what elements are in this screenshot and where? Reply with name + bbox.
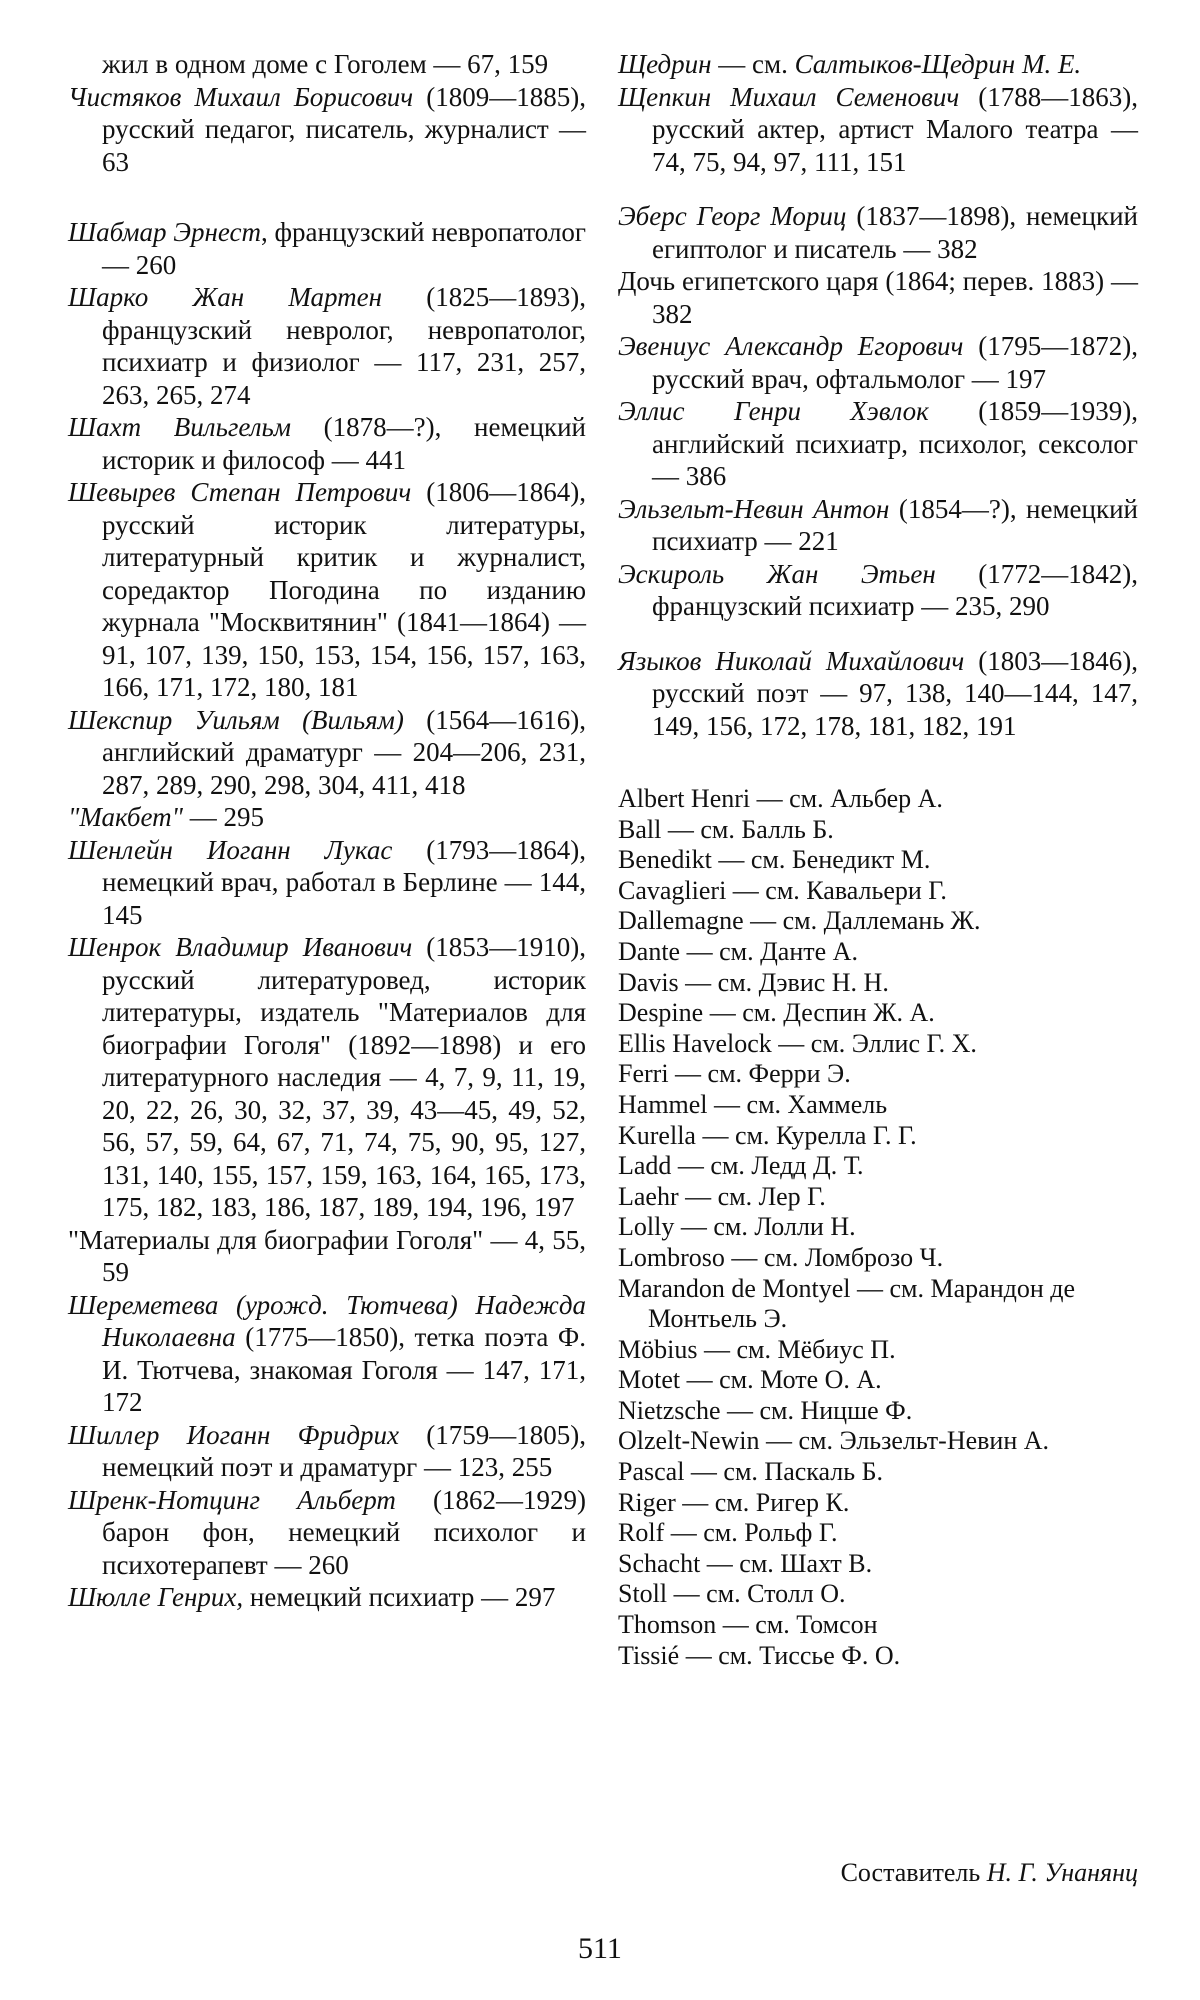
latin-index-entry: Riger — см. Ригер К. bbox=[618, 1487, 850, 1517]
entry-text: (1878—?), немецкий историк и философ — 441 bbox=[102, 412, 586, 475]
entry-text: Дочь египетского царя (1864; перев. 1883) — 382 bbox=[618, 266, 1138, 329]
entry-crossref-name: Салтыков-Щедрин М. Е. bbox=[794, 49, 1082, 79]
latin-index-entry: Hammel — см. Хаммель bbox=[618, 1089, 888, 1119]
entry-text: "Материалы для биографии Гоголя" — 4, 55, 59 bbox=[68, 1224, 586, 1287]
entry-text: (1837—1898), немецкий египтолог и писатель — 382 bbox=[652, 201, 1138, 264]
index-entry bbox=[68, 1289, 586, 1419]
entry-text: (1564—1616), английский драматург — 204—206, 231, 287, 289, 290, 298, 304, 411, 418 bbox=[102, 704, 586, 800]
entry-text: (1775—1850), тетка поэта Ф. И. Тютчева, знакомая Гоголя — 147, 171, 172 bbox=[102, 1322, 586, 1417]
entry-text: — см. bbox=[711, 49, 795, 79]
entry-name: Чистяков Михаил Борисович bbox=[68, 81, 414, 112]
index-entry bbox=[68, 411, 586, 476]
latin-index-entry: Ferri — см. Ферри Э. bbox=[618, 1059, 851, 1089]
latin-index-entry: Marandon de Montyel — см. Марандон де Монтьель Э. bbox=[618, 1273, 1076, 1334]
index-entry bbox=[618, 200, 1138, 265]
index-entry bbox=[68, 931, 586, 1224]
compiler-label: Составитель bbox=[840, 1858, 987, 1887]
entry-name: Языков Николай Михайлович bbox=[618, 645, 965, 676]
entry-name: Эберс Георг Мориц bbox=[618, 201, 847, 231]
entry-name: Шарко Жан Мартен bbox=[68, 282, 383, 312]
right-column bbox=[618, 48, 1138, 1671]
entry-name: Шахт Вильгельм bbox=[68, 412, 291, 442]
latin-index-entry: Benedikt — см. Бенедикт М. bbox=[618, 845, 931, 875]
entry-text: (1859—1939), английский психиатр, психолог, сексолог — 386 bbox=[652, 396, 1138, 491]
latin-index-entry: Stoll — см. Столл О. bbox=[618, 1579, 846, 1609]
index-entry bbox=[68, 704, 586, 802]
latin-index-entry: Olzelt-Newin — см. Эльзельт-Невин А. bbox=[618, 1426, 1050, 1456]
entry-name: Щепкин Михаил Семенович bbox=[618, 81, 960, 112]
latin-index-entry: Motet — см. Моте О. А. bbox=[618, 1365, 882, 1395]
index-entry bbox=[68, 81, 586, 179]
latin-index-entry: Pascal — см. Паскаль Б. bbox=[618, 1457, 884, 1487]
index-entry bbox=[618, 395, 1138, 493]
compiler-name: Н. Г. Унанянц bbox=[986, 1858, 1138, 1887]
latin-index-entry: Nietzsche — см. Ницше Ф. bbox=[618, 1395, 913, 1425]
entry-text: (1862—1929) барон фон, немецкий психолог и психотерапевт — 260 bbox=[102, 1484, 587, 1580]
entry-text: , французский невропатолог — 260 bbox=[102, 217, 586, 280]
latin-index-entry: Albert Henri — см. Альбер А. bbox=[618, 784, 943, 813]
entry-name: Шабмар Эрнест bbox=[68, 217, 261, 247]
index-entry-continuation: жил в одном доме с Гоголем — 67, 159 bbox=[102, 49, 549, 79]
entry-text: (1803—1846), русский поэт — 97, 138, 140—144, 147, 149, 156, 172, 178, 181, 182, 191 bbox=[652, 645, 1138, 741]
index-entry bbox=[68, 281, 586, 411]
index-entry bbox=[68, 1581, 586, 1614]
right-entries bbox=[618, 48, 1138, 742]
entry-name: Шиллер Иоганн Фридрих bbox=[68, 1419, 400, 1450]
index-entry bbox=[618, 81, 1138, 179]
index-entry bbox=[618, 265, 1138, 330]
latin-index-entry: Schacht — см. Шахт В. bbox=[618, 1548, 873, 1578]
entry-name: Эльзельт-Невин Антон bbox=[618, 493, 890, 524]
latin-index-entry: Tissié — см. Тиссье Ф. О. bbox=[618, 1640, 901, 1670]
entry-name: "Макбет" bbox=[68, 802, 183, 832]
entry-text: (1806—1864), русский историк литературы, литературный критик и журналист, соредактор Погодина по изданию журнала "Москвитянин" (1841—1864) — 91, 107, 139, 150, 153, 154, 156, 157, 163, 166, 171, 172, 180, 181 bbox=[102, 477, 586, 702]
latin-index bbox=[618, 784, 1138, 1671]
entry-name: Эвениус Александр Егорович bbox=[618, 331, 964, 361]
index-entry bbox=[68, 1419, 586, 1484]
index-entry bbox=[618, 493, 1138, 558]
index-entry bbox=[618, 645, 1138, 743]
page-number: 511 bbox=[578, 1932, 622, 1965]
latin-index-entry: Thomson — см. Томсон bbox=[618, 1610, 878, 1640]
entry-name: Шекспир Уильям (Вильям) bbox=[68, 704, 404, 735]
latin-index-entry: Lombroso — см. Ломброзо Ч. bbox=[618, 1242, 944, 1272]
latin-index-entry: Davis — см. Дэвис Н. Н. bbox=[618, 967, 889, 997]
latin-index-entry: Dallemagne — см. Даллемань Ж. bbox=[618, 906, 981, 936]
entry-name: Шенрок Владимир Иванович bbox=[68, 932, 413, 962]
left-column bbox=[68, 48, 586, 1614]
latin-index-entry: Cavaglieri — см. Кавальери Г. bbox=[618, 875, 947, 905]
latin-index-entry: Lolly — см. Лолли Н. bbox=[618, 1212, 856, 1242]
entry-text: (1788—1863), русский актер, артист Малого театра — 74, 75, 94, 97, 111, 151 bbox=[652, 81, 1138, 177]
entry-text: (1853—1910), русский литературовед, историк литературы, издатель "Материалов для биографии Гоголя" (1892—1898) и его литературного наследия — 4, 7, 9, 11, 19, 20, 22, 26, 30, 32, 37, 39, 43—45, 49, 52, 56, 57, 59, 64, 67, 71, 74, 75, 90, 95, 127, 131, 140, 155, 157, 159, 163, 164, 165, 173, 175, 182, 183, 186, 187, 189, 194, 196, 197 bbox=[102, 932, 586, 1222]
latin-index-entry: Rolf — см. Рольф Г. bbox=[618, 1518, 838, 1548]
index-entry bbox=[618, 558, 1138, 623]
index-entry bbox=[68, 216, 586, 281]
latin-index-entry: Despine — см. Деспин Ж. А. bbox=[618, 998, 935, 1028]
latin-index-entry: Dante — см. Данте А. bbox=[618, 936, 858, 966]
entry-text: (1825—1893), французский невролог, невропатолог, психиатр и физиолог — 117, 231, 257, 263, 265, 274 bbox=[102, 282, 586, 410]
index-entry bbox=[68, 1224, 586, 1289]
index-entry bbox=[618, 48, 1138, 81]
entry-text: (1795—1872), русский врач, офтальмолог — 197 bbox=[652, 331, 1138, 394]
entry-text: (1809—1885), русский педагог, писатель, журналист — 63 bbox=[102, 81, 586, 177]
entry-name: Эскироль Жан Этьен bbox=[618, 558, 936, 589]
index-entry bbox=[68, 476, 586, 704]
index-entry bbox=[68, 801, 586, 834]
latin-index-entry: Ball — см. Балль Б. bbox=[618, 814, 834, 844]
entry-name: Шюлле Генрих, bbox=[68, 1582, 244, 1612]
index-entry bbox=[68, 834, 586, 932]
entry-name: Щедрин bbox=[618, 49, 712, 79]
index-entry bbox=[618, 330, 1138, 395]
entry-name: Шренк-Нотцинг Альберт bbox=[68, 1484, 396, 1515]
latin-index-entry: Laehr — см. Лер Г. bbox=[618, 1181, 826, 1211]
entry-text: — 295 bbox=[182, 802, 264, 832]
latin-index-entry: Ladd — см. Ледд Д. Т. bbox=[618, 1151, 864, 1181]
entry-name: Шевырев Степан Петрович bbox=[68, 477, 412, 507]
entry-text: (1772—1842), французский психиатр — 235, 290 bbox=[652, 558, 1139, 621]
latin-index-entry: Kurella — см. Курелла Г. Г. bbox=[618, 1120, 917, 1150]
compiler-credit bbox=[618, 1858, 1138, 1888]
latin-index-entry: Möbius — см. Мёбиус П. bbox=[618, 1334, 896, 1364]
entry-name: Эллис Генри Хэвлок bbox=[618, 396, 929, 426]
entry-name: Шенлейн Иоганн Лукас bbox=[68, 834, 393, 865]
latin-index-entry: Ellis Havelock — см. Эллис Г. Х. bbox=[618, 1028, 977, 1058]
index-entry bbox=[68, 1484, 586, 1582]
entry-text: (1759—1805), немецкий поэт и драматург — 123, 255 bbox=[102, 1419, 587, 1482]
entry-text: немецкий психиатр — 297 bbox=[243, 1582, 556, 1612]
entry-text: (1854—?), немецкий психиатр — 221 bbox=[652, 493, 1138, 556]
entry-name: Шереметева (урожд. Тютчева) Надежда Николаевна bbox=[68, 1289, 586, 1352]
entry-text: (1793—1864), немецкий врач, работал в Берлине — 144, 145 bbox=[102, 834, 586, 930]
